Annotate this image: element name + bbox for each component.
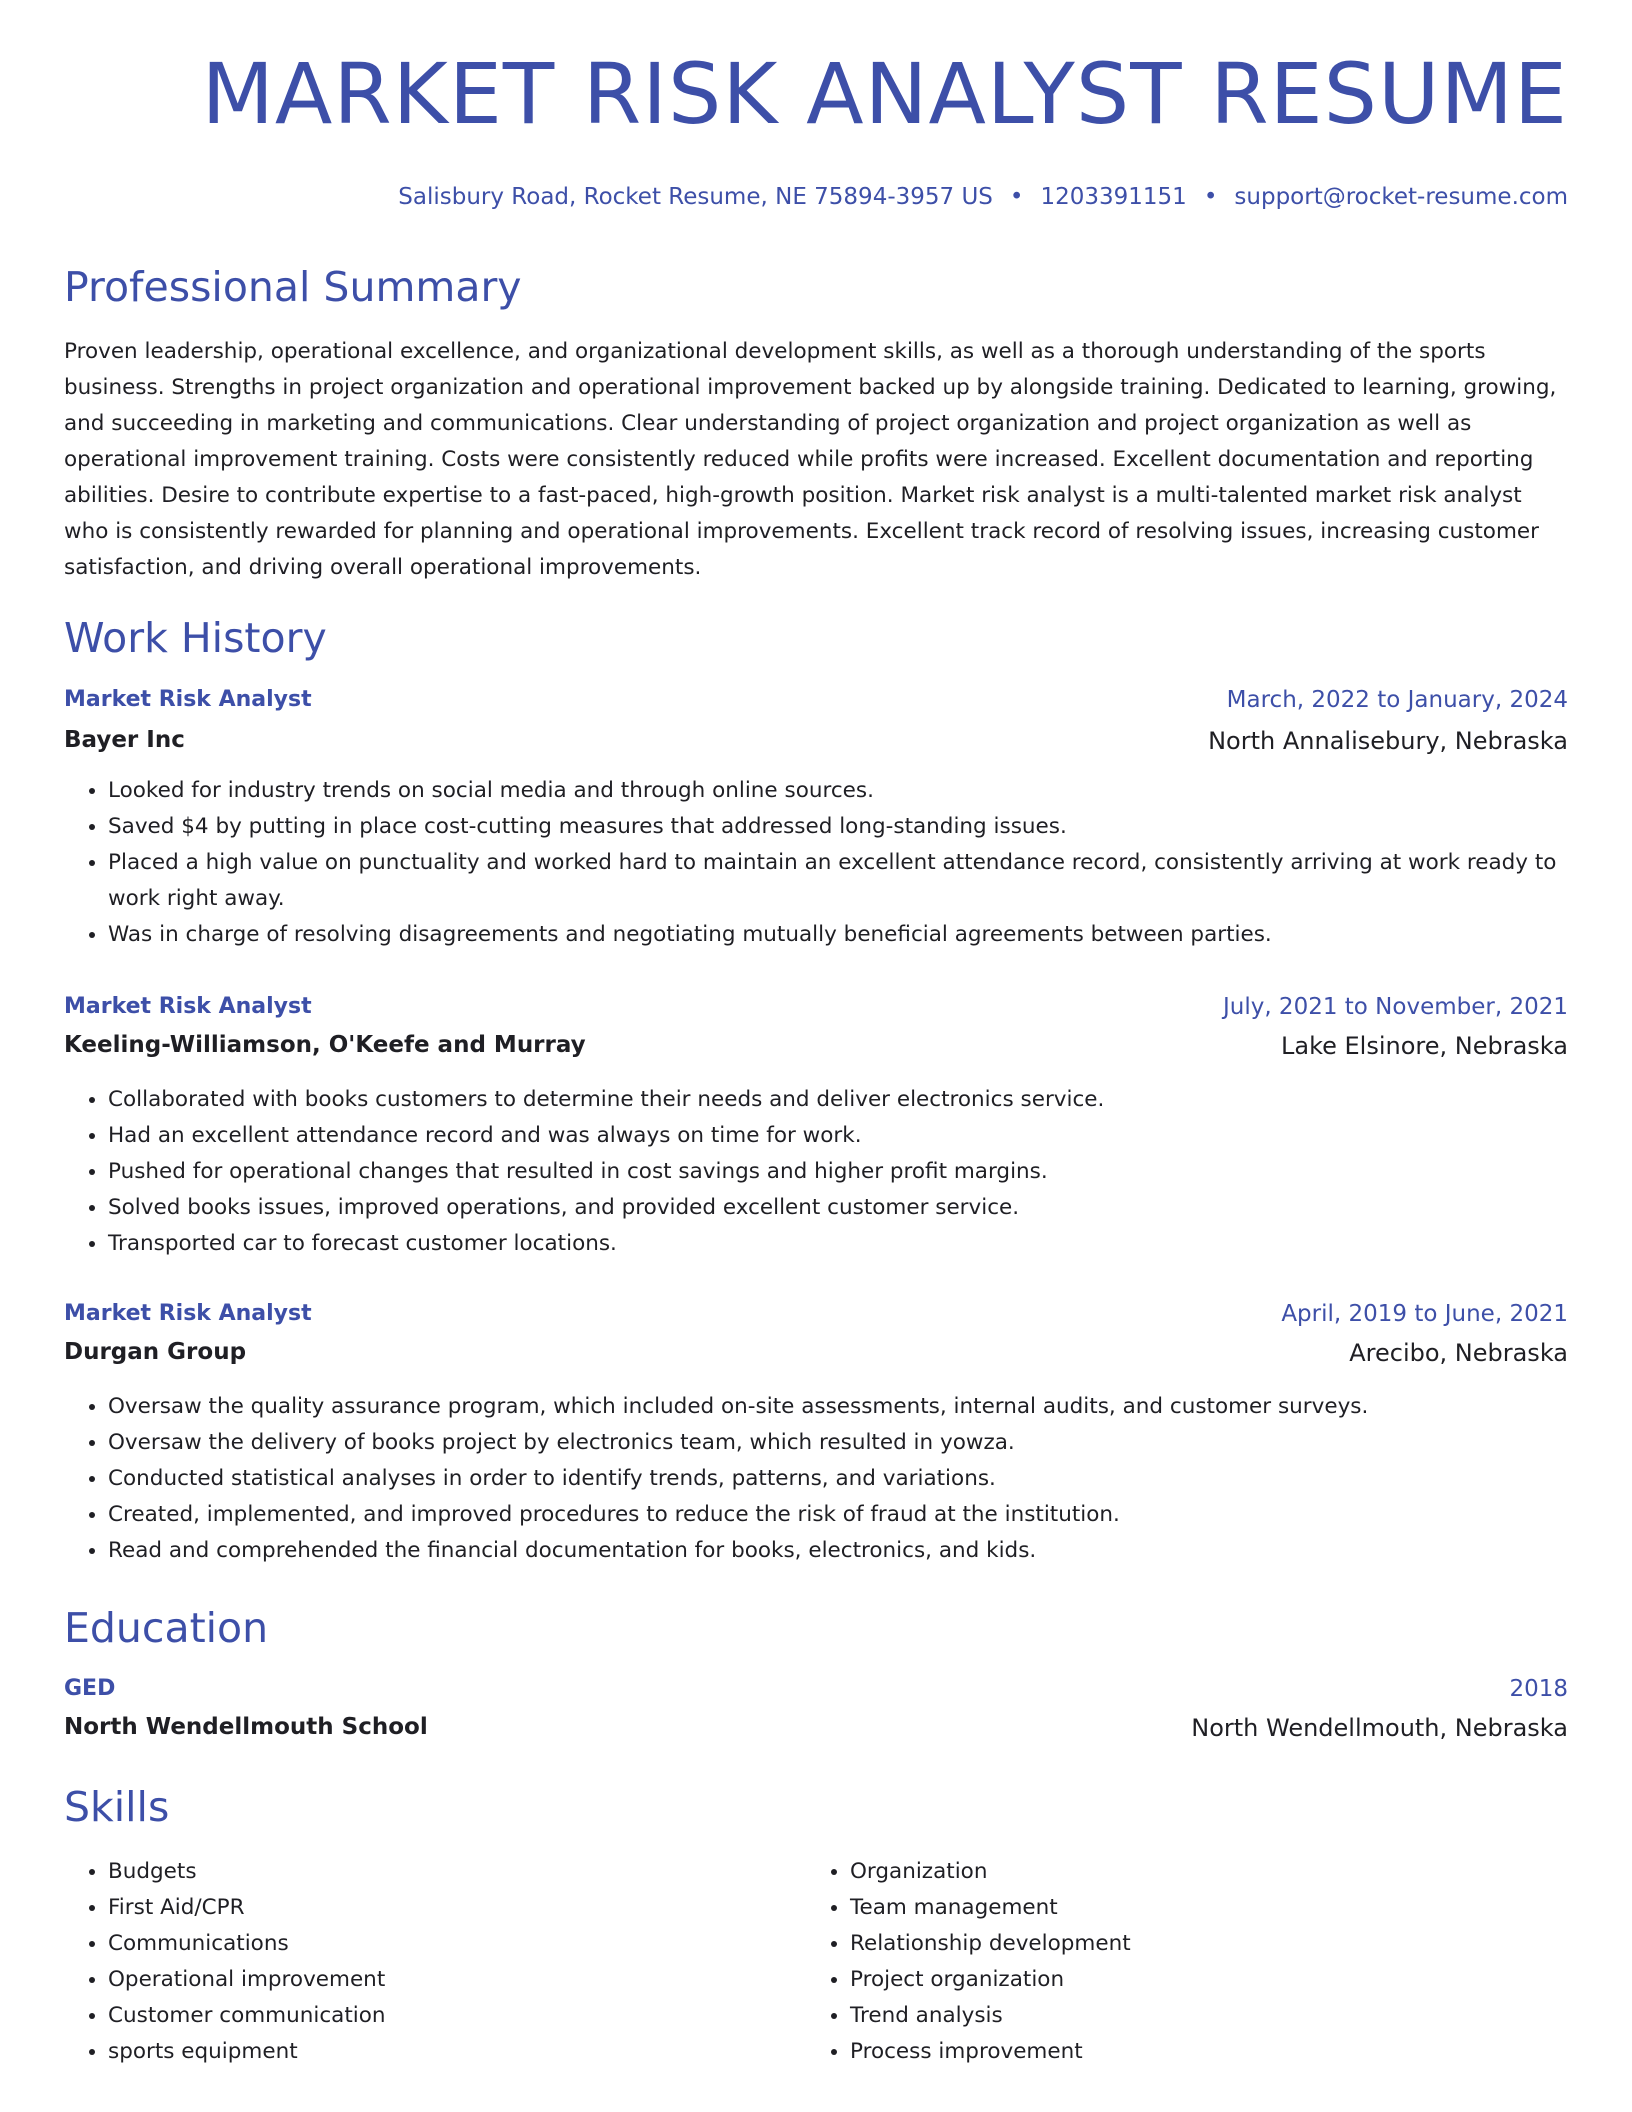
list-item: • Transported car to forecast customer locations. xyxy=(108,1226,1568,1262)
skill-item: • Customer communication xyxy=(108,1998,386,2034)
contact-separator: • xyxy=(1203,184,1218,210)
job-entry xyxy=(64,687,1568,953)
skill-item: • Trend analysis xyxy=(850,1998,1131,2034)
section-heading-education: Education xyxy=(64,1604,269,1652)
skill-item: • Communications xyxy=(108,1926,386,1962)
job-role: Market Risk Analyst xyxy=(64,1301,312,1326)
job-role: Market Risk Analyst xyxy=(64,687,312,712)
skill-item: • Process improvement xyxy=(850,2034,1131,2070)
education-entry xyxy=(64,1676,1568,1750)
resume-title: MARKET RISK ANALYST RESUME xyxy=(201,45,1568,143)
skills-column-right xyxy=(806,1854,1131,2070)
skill-item: • sports equipment xyxy=(108,2034,386,2070)
list-item: • Looked for industry trends on social media and through online sources. xyxy=(108,773,1568,809)
job-company: Bayer Inc xyxy=(64,727,185,753)
skill-item: • Operational improvement xyxy=(108,1962,386,1998)
education-degree: GED xyxy=(64,1676,116,1701)
job-dates: March, 2022 to January, 2024 xyxy=(1226,687,1568,713)
contact-address: Salisbury Road, Rocket Resume, NE 75894-3957 US xyxy=(398,184,993,210)
contact-line xyxy=(398,184,1568,210)
job-bullets xyxy=(64,1082,1568,1262)
job-location: Arecibo, Nebraska xyxy=(1349,1339,1568,1367)
contact-email[interactable]: support@rocket-resume.com xyxy=(1234,184,1568,210)
section-heading-work-history: Work History xyxy=(64,614,327,662)
job-company: Keeling-Williamson, O'Keefe and Murray xyxy=(64,1032,586,1058)
job-location: North Annalisebury, Nebraska xyxy=(1208,727,1568,755)
list-item: • Solved books issues, improved operations, and provided excellent customer service. xyxy=(108,1190,1568,1226)
list-item: • Oversaw the delivery of books project by electronics team, which resulted in yowza. xyxy=(108,1425,1568,1461)
education-location: North Wendellmouth, Nebraska xyxy=(1191,1714,1568,1742)
contact-separator: • xyxy=(1009,184,1024,210)
list-item: • Oversaw the quality assurance program, which included on-site assessments, internal audits, and customer surveys. xyxy=(108,1389,1568,1425)
job-entry xyxy=(64,994,1568,1262)
job-dates: April, 2019 to June, 2021 xyxy=(1281,1301,1568,1327)
job-role: Market Risk Analyst xyxy=(64,994,312,1019)
skills-column-left xyxy=(64,1854,386,2070)
section-heading-skills: Skills xyxy=(64,1783,170,1831)
job-dates: July, 2021 to November, 2021 xyxy=(1222,994,1568,1020)
skill-item: • First Aid/CPR xyxy=(108,1890,386,1926)
job-location: Lake Elsinore, Nebraska xyxy=(1281,1032,1568,1060)
job-bullets xyxy=(64,773,1568,953)
job-entry xyxy=(64,1301,1568,1569)
list-item: • Placed a high value on punctuality and worked hard to maintain an excellent attendance record, consistently arriving at work ready to work right away. xyxy=(108,845,1568,917)
summary-text: Proven leadership, operational excellence, and organizational development skills, as well as a thorough understanding of the sports business. Strengths in project organization and operational improvement backed up by alongside training. Dedicated to learning, growing, and succeeding in marketing and communications. Clear understanding of project organization and project organization as well as operational improvement training. Costs were consistently reduced while profits were increased. Excellent documentation and reporting abilities. Desire to contribute expertise to a fast-paced, high-growth position. Market risk analyst is a multi-talented market risk analyst who is consistently rewarded for planning and operational improvements. Excellent track record of resolving issues, increasing customer satisfaction, and driving overall operational improvements. xyxy=(64,339,1557,580)
job-company: Durgan Group xyxy=(64,1339,247,1365)
list-item: • Created, implemented, and improved procedures to reduce the risk of fraud at the institution. xyxy=(108,1497,1568,1533)
list-item: • Had an excellent attendance record and was always on time for work. xyxy=(108,1118,1568,1154)
job-bullets xyxy=(64,1389,1568,1569)
skill-item: • Team management xyxy=(850,1890,1131,1926)
contact-phone: 1203391151 xyxy=(1040,184,1187,210)
education-year: 2018 xyxy=(1509,1676,1568,1702)
education-school: North Wendellmouth School xyxy=(64,1714,428,1740)
list-item: • Pushed for operational changes that resulted in cost savings and higher profit margins. xyxy=(108,1154,1568,1190)
list-item: • Collaborated with books customers to determine their needs and deliver electronics service. xyxy=(108,1082,1568,1118)
list-item: • Saved $4 by putting in place cost-cutting measures that addressed long-standing issues. xyxy=(108,809,1568,845)
skill-item: • Project organization xyxy=(850,1962,1131,1998)
skill-item: • Relationship development xyxy=(850,1926,1131,1962)
list-item: • Conducted statistical analyses in order to identify trends, patterns, and variations. xyxy=(108,1461,1568,1497)
list-item: • Read and comprehended the financial documentation for books, electronics, and kids. xyxy=(108,1533,1568,1569)
section-heading-summary: Professional Summary xyxy=(64,263,522,311)
skill-item: • Organization xyxy=(850,1854,1131,1890)
skill-item: • Budgets xyxy=(108,1854,386,1890)
list-item: • Was in charge of resolving disagreements and negotiating mutually beneficial agreements between parties. xyxy=(108,917,1568,953)
